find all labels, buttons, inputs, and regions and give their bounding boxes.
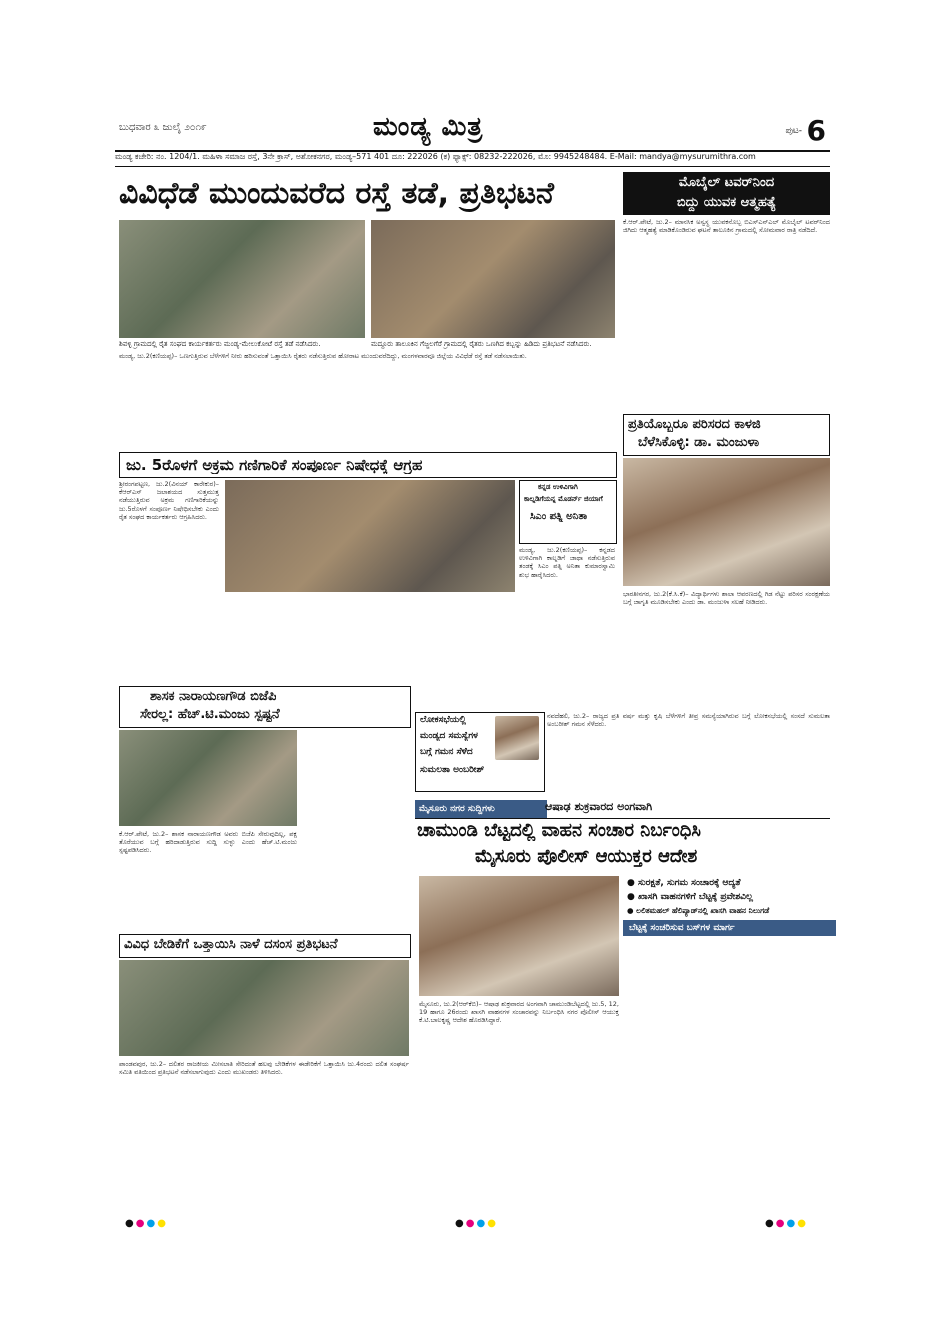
- mining-photo: [225, 480, 515, 592]
- env-headline-box: [623, 414, 830, 456]
- printer-dots-center: ●●●●: [455, 1218, 498, 1229]
- bus-route-body: [623, 938, 830, 1118]
- lead-dateline: ಮಂಡ್ಯ, ಜು.2(ಕಣಿಯಪ್ಪ)– ಒಣಗುತ್ತಿರುವ ಬೆಳೆಗಳಿಗೆ ನೀರು ಹರಿಸುವಂತೆ ಒತ್ತಾಯಿಸಿ ರೈತರು ನಡೆಸುತ್ತಿರುವ ಹೋರಾಟ ಮುಂದುವರೆದಿದ್ದು, ಮಂಗಳವಾರವೂ ಜಿಲ್ಲೆಯ ವಿವಿಧೆಡೆ ರಸ್ತೆ ತಡೆ ನಡೆಸಲಾಯಿತು.: [119, 352, 527, 360]
- tower-headline-line2: ಬಿದ್ದು ಯುವಕ ಆತ್ಮಹತ್ಯೆ: [676, 195, 777, 210]
- kannada-headline-box: [519, 480, 617, 544]
- kannada-kicker: ಕನ್ನಡ ಉಳಿವಿಗಾಗಿ: [538, 483, 578, 491]
- env-headline-line2: ಬೆಳೆಸಿಕೊಳ್ಳಿ: ಡಾ. ಮಂಜುಳಾ: [638, 435, 760, 450]
- mla-body-right: [301, 730, 409, 930]
- mla-photo: [119, 730, 297, 826]
- printer-dots-right: ●●●●: [765, 1218, 808, 1229]
- lead-photo-right: [371, 220, 615, 338]
- lead-body: [119, 352, 615, 448]
- mla-headline-box: [119, 686, 411, 728]
- dss-body: ಪಾಂಡವಪುರ, ಜು.2– ದಲಿತರ ರಾಜಕೀಯ ಮೀಸಲಾತಿ ಸೇರಿದಂತೆ ಹಲವು ಬೇಡಿಕೆಗಳ ಈಡೇರಿಕೆಗೆ ಒತ್ತಾಯಿಸಿ ಜು.4ರಂದು ದಲಿತ ಸಂಘರ್ಷ ಸಮಿತಿ ವತಿಯಿಂದ ಪ್ರತಿಭಟನೆ ನಡೆಸಲಾಗುವುದು ಎಂದು ಮುಖಂಡರು ತಿಳಿಸಿದರು.: [119, 1060, 409, 1077]
- lead-headline: ವಿವಿಧೆಡೆ ಮುಂದುವರೆದ ರಸ್ತೆ ತಡೆ, ಪ್ರತಿಭಟನೆ: [119, 176, 554, 211]
- mysuru-headline-line1: ಚಾಮುಂಡಿ ಬೆಟ್ಟದಲ್ಲಿ ವಾಹನ ಸಂಚಾರ ನಿರ್ಬಂಧಿಸಿ: [417, 820, 701, 841]
- lead-caption-left: ಶಿವಳ್ಳಿ ಗ್ರಾಮದಲ್ಲಿ ರೈತ ಸಂಘದ ಕಾರ್ಯಕರ್ತರು ಮಂಡ್ಯ-ಮೇಲುಕೋಟೆ ರಸ್ತೆ ತಡೆ ನಡೆಸಿದರು.: [119, 340, 321, 348]
- bus-route-heading: ಬೆಟ್ಟಕ್ಕೆ ಸಂಚರಿಸುವ ಬಸ್‌ಗಳ ಮಾರ್ಗ: [623, 920, 836, 936]
- sumalatha-portrait: [495, 716, 539, 760]
- page-number: 6: [806, 114, 826, 147]
- kannada-body: ಮಂಡ್ಯ, ಜು.2(ಕಣಿಯಪ್ಪ)– ಕನ್ನಡದ ಉಳಿವಿಗಾಗಿ ಕಾಲ್ನಡಿಗೆ ಜಾಥಾ ನಡೆಸುತ್ತಿರುವ ತಂಡಕ್ಕೆ ಸಿಎಂ ಪತ್ನಿ ಅನಿತಾ ಕುಮಾರಸ್ವಾಮಿ ಶುಭ ಹಾರೈಸಿದರು.: [519, 546, 615, 579]
- tower-body: ಕೆ.ಆರ್.ಪೇಟೆ, ಜು.2– ಮಾನಸಿಕ ಅಸ್ವಸ್ಥ ಯುವಕನೊಬ್ಬ ಬಿಎಸ್‌ಎನ್‌ಎಲ್ ಮೊಬೈಲ್ ಟವರ್‌ನಿಂದ ಜಿಗಿದು ಆತ್ಮಹತ್ಯೆ ಮಾಡಿಕೊಂಡಿರುವ ಘಟನೆ ತಾಲೂಕಿನ ಗ್ರಾಮದಲ್ಲಿ ಸೋಮವಾರ ರಾತ್ರಿ ನಡೆದಿದೆ.: [623, 218, 830, 235]
- mysuru-body: ಮೈಸೂರು, ಜು.2(ಆರ್‌ಕೆಬಿ)– ಆಷಾಢ ಶುಕ್ರವಾರದ ಅಂಗವಾಗಿ ಚಾಮುಂಡಿಬೆಟ್ಟದಲ್ಲಿ ಜು.5, 12, 19 ಹಾಗೂ 26ರಂದು ಖಾಸಗಿ ವಾಹನಗಳ ಸಂಚಾರವನ್ನು ನಿರ್ಬಂಧಿಸಿ ನಗರ ಪೊಲೀಸ್ ಆಯುಕ್ತ ಕೆ.ಟಿ.ಬಾಲಕೃಷ್ಣ ಆದೇಶ ಹೊರಡಿಸಿದ್ದಾರೆ.: [419, 1000, 619, 1025]
- dss-headline-box: [119, 934, 411, 958]
- chamundi-photo: [419, 876, 619, 996]
- env-photo: [623, 458, 830, 586]
- mysuru-headline-line2: ಮೈಸೂರು ಪೊಲೀಸ್ ಆಯುಕ್ತರ ಆದೇಶ: [475, 846, 698, 867]
- lead-photo-left: [119, 220, 365, 338]
- mla-headline-line1: ಶಾಸಕ ನಾರಾಯಣಗೌಡ ಬಿಜೆಪಿ: [150, 689, 277, 704]
- mining-body-continued: [225, 596, 515, 680]
- masthead-title: ಮಂಡ್ಯ ಮಿತ್ರ: [373, 112, 484, 142]
- mla-body: ಕೆ.ಆರ್.ಪೇಟೆ, ಜು.2– ಶಾಸಕ ನಾರಾಯಣಗೌಡ ಅವರು ಬಿಜೆಪಿ ಸೇರುವುದಿಲ್ಲ, ಪಕ್ಷ ತೊರೆಯುವ ಬಗ್ಗೆ ಹರಿದಾಡುತ್ತಿರುವ ಸುದ್ದಿ ಸುಳ್ಳು ಎಂದು ಹೆಚ್.ಟಿ.ಮಂಜು ಸ್ಪಷ್ಟಪಡಿಸಿದರು.: [119, 830, 297, 855]
- env-body: ಭಾರತೀನಗರ, ಜು.2(ಕೆ.ಸಿ.ಕೆ)– ವಿದ್ಯಾರ್ಥಿಗಳು ಶಾಲಾ ಆವರಣದಲ್ಲಿ ಗಿಡ ನೆಟ್ಟು ಪರಿಸರ ಸಂರಕ್ಷಣೆಯ ಬಗ್ಗೆ ಜಾಗೃತಿ ಮೂಡಿಸಬೇಕು ಎಂದು ಡಾ. ಮಂಜುಳಾ ಸಲಹೆ ನೀಡಿದರು.: [623, 590, 830, 607]
- mysuru-bullet-2: ● ಖಾಸಗಿ ವಾಹನಗಳಿಗೆ ಬೆಟ್ಟಕ್ಕೆ ಪ್ರವೇಶವಿಲ್ಲ: [627, 892, 753, 902]
- kannada-headline-line2: ಸಿಎಂ ಪತ್ನಿ ಅನಿತಾ: [530, 511, 588, 522]
- sumalatha-headline-line1: ಲೋಕಸಭೆಯಲ್ಲಿ: [420, 715, 467, 725]
- mysuru-bullet-1: ● ಸುರಕ್ಷತೆ, ಸುಗಮ ಸಂಚಾರಕ್ಕೆ ಆದ್ಯತೆ: [627, 878, 741, 888]
- mla-headline-line2: ಸೇರಲ್ಲ: ಹೆಚ್.ಟಿ.ಮಂಜು ಸ್ಪಷ್ಟನೆ: [140, 707, 280, 722]
- mysuru-kicker: ಆಷಾಢ ಶುಕ್ರವಾರದ ಅಂಗವಾಗಿ: [545, 800, 653, 813]
- mining-body: ಶ್ರೀರಂಗಪಟ್ಟಣ, ಜು.2(ವಿನಯ್ ಕಾರೇಕುರ)– ಕೆಆರ್‌ಎಸ್ ಜಲಾಶಯದ ಸುತ್ತಮುತ್ತ ನಡೆಯುತ್ತಿರುವ ಅಕ್ರಮ ಗಣಿಗಾರಿಕೆಯನ್ನು ಜು.5ರೊಳಗೆ ಸಂಪೂರ್ಣ ನಿಷೇಧಿಸಬೇಕು ಎಂದು ರೈತ ಸಂಘದ ಕಾರ್ಯಕರ್ತರು ಆಗ್ರಹಿಸಿದರು.: [119, 480, 219, 521]
- dss-headline: ವಿವಿಧ ಬೇಡಿಕೆಗೆ ಒತ್ತಾಯಿಸಿ ನಾಳೆ ದಸಂಸ ಪ್ರತಿಭಟನೆ: [124, 937, 338, 952]
- mining-headline: ಜು. 5ರೊಳಗೆ ಅಕ್ರಮ ಗಣಿಗಾರಿಕೆ ಸಂಪೂರ್ಣ ನಿಷೇಧಕ್ಕೆ ಆಗ್ರಹ: [126, 456, 423, 474]
- mining-headline-box: [119, 452, 617, 478]
- printer-dots-left: ●●●●: [125, 1218, 168, 1229]
- dss-photo: [119, 960, 409, 1056]
- kannada-headline-line1: ಕಾಲ್ನಡಿಗೆಯನ್ನ ಮೊಡರ್ನ್ ಜಿಯಾಗೆ: [524, 495, 603, 503]
- tower-headline-line1: ಮೊಬೈಲ್ ಟವರ್‌ನಿಂದ: [678, 175, 775, 190]
- mysuru-section-rule: [415, 818, 830, 819]
- mysuru-body-continued: [623, 1120, 830, 1220]
- mysuru-bullet-3: ● ಲಲಿತಮಹಲ್ ಹೆಲಿಪ್ಯಾಡ್‌ನಲ್ಲಿ ಖಾಸಗಿ ವಾಹನ ನಿಲುಗಡೆ: [627, 906, 770, 915]
- mysuru-section-label: ಮೈಸೂರು ನಗರ ಸುದ್ದಿಗಳು: [415, 800, 547, 818]
- lead-caption-right: ಮದ್ದೂರು ತಾಲೂಕಿನ ಗೆಜ್ಜಲಗೆರೆ ಗ್ರಾಮದಲ್ಲಿ ರೈತರು ಒಣಗಿದ ಕಬ್ಬನ್ನು ಹಿಡಿದು ಪ್ರತಿಭಟನೆ ನಡೆಸಿದರು.: [371, 340, 592, 348]
- sumalatha-headline-line2: ಮಂಡ್ಯದ ಸಮಸ್ಯೆಗಳ: [420, 731, 478, 741]
- sumalatha-headline-line4: ಸುಮಲತಾ ಅಂಬರೀಶ್: [420, 765, 485, 775]
- office-address: ಮಂಡ್ಯ ಕಚೇರಿ: ನಂ. 1204/1. ಮಹಿಳಾ ಸಮಾಜ ರಸ್ತೆ, 3ನೇ ಕ್ರಾಸ್, ಅಶೋಕನಗರ, ಮಂಡ್ಯ–571 401 ದೂ: 222026 (ಕ) ಫ್ಯಾಕ್ಸ್: 08232-222026, ಮೊ: 9945248484. E-Mail: mandya@mysurumithra.com: [115, 152, 830, 167]
- page-header: [115, 112, 830, 152]
- sumalatha-body: ನವದೆಹಲಿ, ಜು.2– ರಾಜ್ಯದ ಪ್ರತಿ ವರ್ಷ ಮತ್ತು ಕೃಷಿ ಬೆಳೆಗಳಿಗೆ ತೀವ್ರ ಸಮಸ್ಯೆಯಾಗಿರುವ ಬಗ್ಗೆ ಲೋಕಸಭೆಯಲ್ಲಿ ಸಂಸದೆ ಸುಮಲತಾ ಅಂಬರೀಶ್ ಗಮನ ಸೆಳೆದರು.: [547, 712, 830, 729]
- env-headline-line1: ಪ್ರತಿಯೊಬ್ಬರೂ ಪರಿಸರದ ಕಾಳಜಿ: [628, 417, 761, 432]
- newspaper-page: [115, 112, 830, 1227]
- tower-headline: [623, 172, 830, 215]
- page-label: ಪುಟ-: [785, 126, 802, 136]
- issue-date: ಬುಧವಾರ ೩ ಜುಲೈ ೨೦೧೯: [119, 122, 207, 133]
- sumalatha-headline-line3: ಬಗ್ಗೆ ಗಮನ ಸೆಳೆದ: [420, 747, 473, 757]
